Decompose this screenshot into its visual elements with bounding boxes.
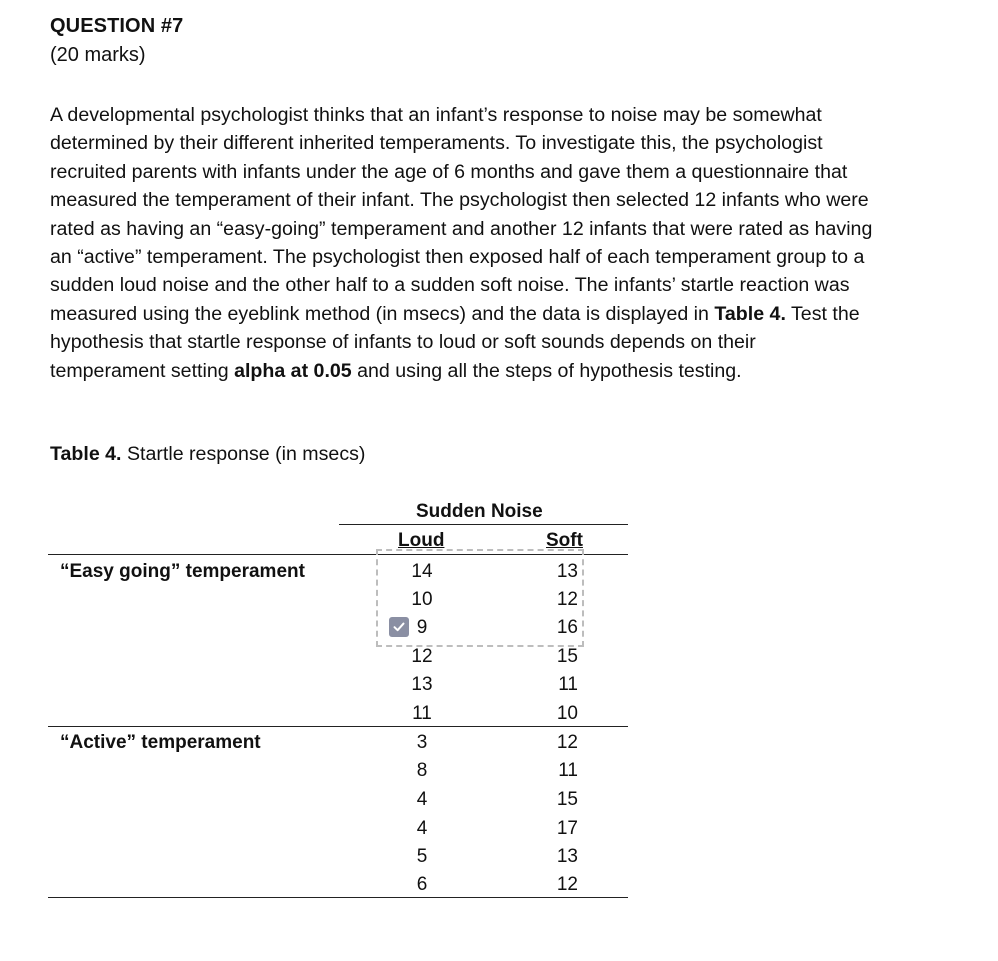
table-caption-text: Startle response (in msecs) bbox=[121, 443, 366, 465]
cell-active-loud: 6 bbox=[416, 874, 428, 895]
cell-easy-loud: 14 bbox=[411, 561, 433, 582]
table-bottom-rule bbox=[48, 897, 628, 898]
row-label-easy-going: “Easy going” temperament bbox=[60, 561, 305, 582]
body-line: measured the temperament of their infant. The psychologist then selected 12 infants who were bbox=[50, 189, 869, 212]
cell-active-soft: 11 bbox=[558, 760, 578, 781]
checkmark-icon bbox=[392, 620, 406, 634]
body-line: hypothesis that startle response of infants to loud or soft sounds depends on their bbox=[50, 331, 756, 354]
cell-easy-loud: 12 bbox=[411, 646, 433, 667]
cell-active-loud: 4 bbox=[416, 789, 428, 810]
body-line: sudden loud noise and the other half to a sudden soft noise. The infants’ startle reaction was bbox=[50, 274, 850, 297]
body-line bbox=[50, 357, 970, 385]
body-line: rated as having an “easy-going” temperament and another 12 infants that were rated as having bbox=[50, 217, 873, 240]
body-text: temperament setting bbox=[50, 359, 235, 382]
cell-active-loud: 5 bbox=[416, 846, 428, 867]
alpha-level: alpha at 0.05 bbox=[234, 359, 352, 382]
question-body bbox=[50, 101, 970, 385]
cell-active-soft: 12 bbox=[556, 732, 578, 753]
cell-active-soft: 12 bbox=[556, 874, 578, 895]
body-line: determined by their different inherited temperaments. To investigate this, the psychologist bbox=[50, 132, 823, 155]
column-header-loud: Loud bbox=[398, 530, 445, 551]
table-reference: Table 4. bbox=[714, 302, 786, 325]
column-header-rule bbox=[48, 554, 628, 555]
cell-easy-soft: 13 bbox=[556, 561, 578, 582]
body-line: an “active” temperament. The psychologist then exposed half of each temperament group to a bbox=[50, 246, 865, 269]
body-text: Test the bbox=[785, 302, 860, 325]
selection-check-toggle[interactable] bbox=[389, 617, 409, 637]
column-header-soft: Soft bbox=[546, 530, 583, 551]
cell-easy-soft: 12 bbox=[556, 589, 578, 610]
body-text: and using all the steps of hypothesis testing. bbox=[351, 359, 742, 382]
cell-easy-loud: 11 bbox=[412, 703, 432, 724]
cell-easy-soft: 16 bbox=[556, 617, 578, 638]
cell-active-loud: 3 bbox=[416, 732, 428, 753]
table-caption-label: Table 4. bbox=[50, 443, 122, 465]
cell-active-loud: 8 bbox=[416, 760, 428, 781]
cell-easy-soft: 10 bbox=[556, 703, 578, 724]
cell-easy-soft: 11 bbox=[558, 674, 578, 695]
question-marks: (20 marks) bbox=[50, 44, 146, 66]
group-divider-rule bbox=[48, 726, 628, 727]
cell-active-soft: 17 bbox=[556, 818, 578, 839]
column-group-header: Sudden Noise bbox=[416, 501, 543, 522]
cell-easy-loud: 13 bbox=[411, 674, 433, 695]
cell-active-loud: 4 bbox=[416, 818, 428, 839]
question-title: QUESTION #7 bbox=[50, 15, 184, 37]
cell-easy-loud: 9 bbox=[416, 617, 428, 638]
cell-easy-loud: 10 bbox=[411, 589, 433, 610]
body-line bbox=[50, 300, 970, 328]
row-label-active: “Active” temperament bbox=[60, 732, 261, 753]
cell-easy-soft: 15 bbox=[556, 646, 578, 667]
body-line: recruited parents with infants under the age of 6 months and gave them a questionnaire that bbox=[50, 160, 848, 183]
body-text: measured using the eyeblink method (in msecs) and the data is displayed in bbox=[50, 302, 715, 325]
header-rule bbox=[339, 524, 628, 525]
cell-active-soft: 13 bbox=[556, 846, 578, 867]
table-caption bbox=[50, 443, 365, 466]
body-line: A developmental psychologist thinks that an infant’s response to noise may be somewhat bbox=[50, 104, 822, 126]
cell-active-soft: 15 bbox=[556, 789, 578, 810]
